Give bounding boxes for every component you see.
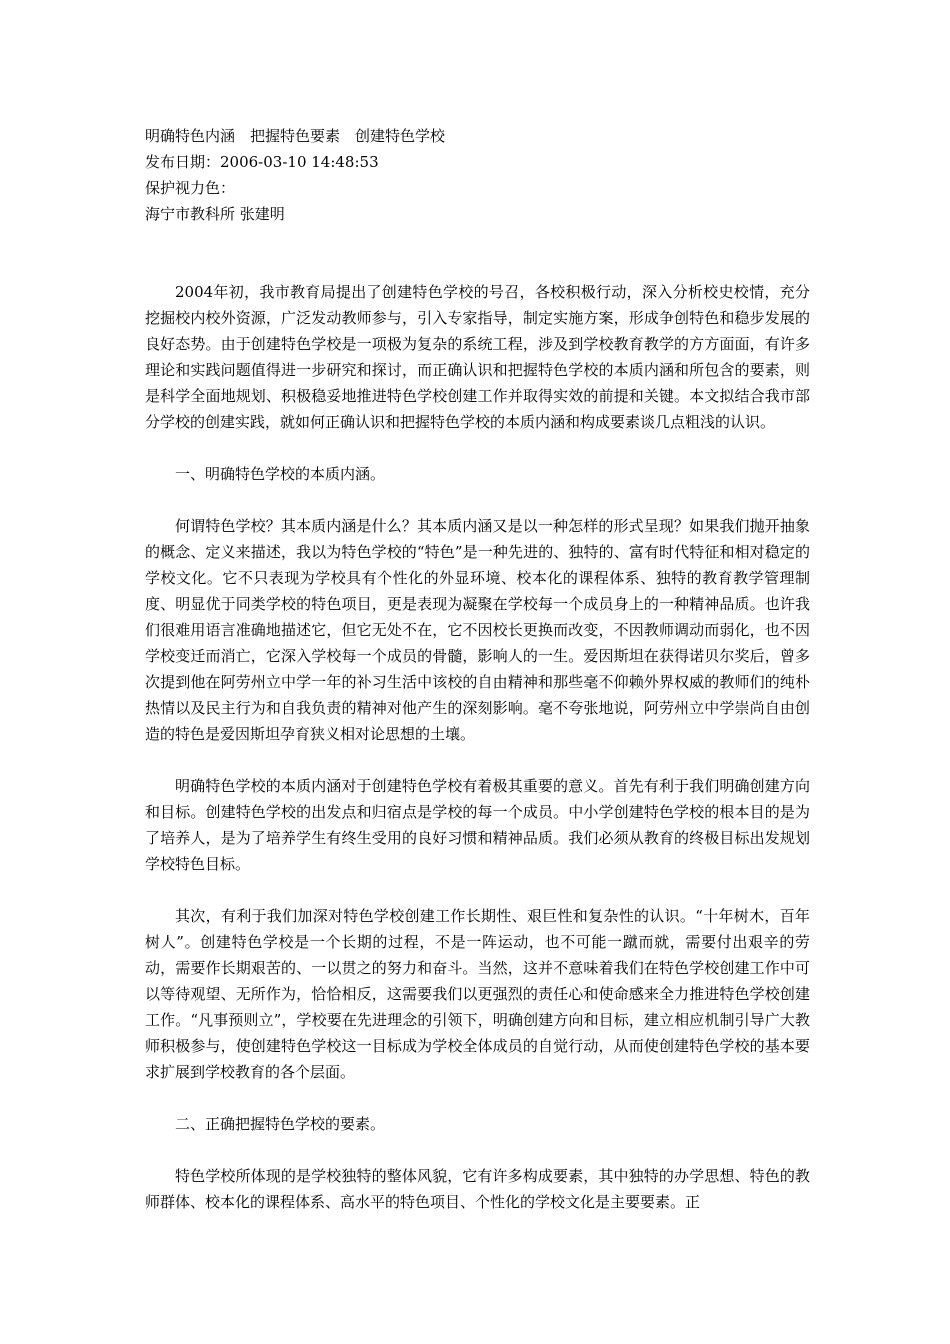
intro-paragraph: 2004年初，我市教育局提出了创建特色学校的号召，各校积极行动，深入分析校史校情，充分挖掘校内校外资源，广泛发动教师参与，引入专家指导，制定实施方案，形成争创特色和稳步发展的良好态势。由于创建特色学校是一项极为复杂的系统工程，涉及到学校教育教学的方方面面，有许多理论和实践问题值得进一步研究和探讨，而正确认识和把握特色学校的本质内涵和所包含的要素，则是科学全面地规划、积极稳妥地推进特色学校创建工作并取得实效的前提和关键。本文拟结合我市部分学校的创建实践，就如何正确认识和把握特色学校的本质内涵和构成要素谈几点粗浅的认识。	[145, 283, 810, 431]
eye-protection-color-label: 保护视力色：	[145, 179, 236, 197]
spacer	[145, 227, 810, 279]
section2-paragraph-1: 特色学校所体现的是学校独特的整体风貌，它有许多构成要素，其中独特的办学思想、特色的教师群体、校本化的课程体系、高水平的特色项目、个性化的学校文化是主要要素。正	[145, 1167, 810, 1211]
section1-paragraph-1: 何谓特色学校？其本质内涵是什么？其本质内涵又是以一种怎样的形式呈现？如果我们抛开抽象的概念、定义来描述，我以为特色学校的“特色”是一种先进的、独特的、富有时代特征和相对稳定的学校文化。它不只表现为学校具有个性化的外显环境、校本化的课程体系、独特的教育教学管理制度、明显优于同类学校的特色项目，更是表现为凝聚在学校每一个成员身上的一种精神品质。也许我们很难用语言准确地描述它，但它无处不在，它不因校长更换而改变，不因教师调动而弱化，也不因学校变迁而消亡，它深入学校每一个成员的骨髓，影响人的一生。爱因斯坦在获得诺贝尔奖后，曾多次提到他在阿劳州立中学一年的补习生活中该校的自由精神和那些毫不仰赖外界权威的教师们的纯朴热情以及民主行为和自我负责的精神对他产生的深刻影响。毫不夸张地说，阿劳州立中学崇尚自由创造的特色是爱因斯坦孕育狭义相对论思想的土壤。	[145, 517, 810, 743]
section1-paragraph-2: 明确特色学校的本质内涵对于创建特色学校有着极其重要的意义。首先有利于我们明确创建方向和目标。创建特色学校的出发点和归宿点是学校的每一个成员。中小学创建特色学校的根本目的是为了培养人，是为了培养学生有终生受用的良好习惯和精神品质。我们必须从教育的终极目标出发规划学校特色目标。	[145, 777, 810, 873]
section-heading-2: 二、正确把握特色学校的要素。	[175, 1115, 386, 1133]
section-heading-1: 一、明确特色学校的本质内涵。	[175, 465, 386, 483]
document-title: 明确特色内涵 把握特色要素 创建特色学校	[145, 127, 446, 145]
publish-date: 发布日期：2006-03-10 14:48:53	[145, 153, 379, 171]
document-page	[145, 123, 810, 1241]
author-line: 海宁市教科所 张建明	[145, 205, 285, 223]
section1-paragraph-3: 其次，有利于我们加深对特色学校创建工作长期性、艰巨性和复杂性的认识。“十年树木，百年树人”。创建特色学校是一个长期的过程，不是一阵运动，也不可能一蹴而就，需要付出艰辛的劳动，需要作长期艰苦的、一以贯之的努力和奋斗。当然，这并不意味着我们在特色学校创建工作中可以等待观望、无所作为，恰恰相反，这需要我们以更强烈的责任心和使命感来全力推进特色学校创建工作。“凡事预则立”，学校要在先进理念的引领下，明确创建方向和目标，建立相应机制引导广大教师积极参与，使创建特色学校这一目标成为学校全体成员的自觉行动，从而使创建特色学校的基本要求扩展到学校教育的各个层面。	[145, 907, 810, 1081]
